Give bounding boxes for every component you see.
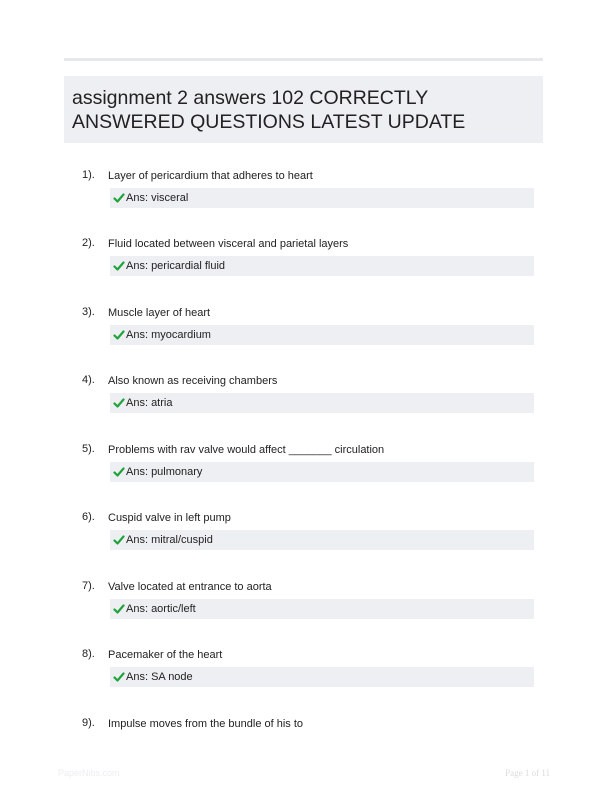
- title-banner: [64, 76, 543, 143]
- page-number: Page 1 of 11: [505, 768, 550, 778]
- question-text: Problems with rav valve would affect _______ circulation: [108, 444, 385, 456]
- question-text: Fluid located between visceral and parietal layers: [108, 238, 349, 250]
- checkmark-icon: [113, 397, 125, 409]
- answer-box: [110, 462, 534, 482]
- question-number: 5).: [82, 443, 95, 455]
- question-number: 7).: [82, 580, 95, 592]
- question-item-8: [0, 647, 606, 707]
- answer-box: [110, 599, 534, 619]
- question-number: 1).: [82, 169, 95, 181]
- question-item-7: [0, 579, 606, 639]
- answer-text: Ans: visceral: [126, 192, 189, 204]
- top-divider: [64, 58, 543, 61]
- question-item-1: [0, 168, 606, 228]
- question-item-6: [0, 510, 606, 570]
- answer-box: [110, 256, 534, 276]
- answer-box: [110, 393, 534, 413]
- question-item-2: [0, 236, 606, 296]
- answer-box: [110, 530, 534, 550]
- document-title: assignment 2 answers 102 CORRECTLY ANSWERED QUESTIONS LATEST UPDATE: [72, 87, 466, 133]
- answer-box: [110, 667, 534, 687]
- question-item-3: [0, 305, 606, 365]
- question-number: 3).: [82, 306, 95, 318]
- question-text: Muscle layer of heart: [108, 307, 211, 319]
- question-number: 8).: [82, 648, 95, 660]
- checkmark-icon: [113, 192, 125, 204]
- answer-text: Ans: aortic/left: [126, 603, 196, 615]
- question-text: Cuspid valve in left pump: [108, 512, 231, 524]
- answer-text: Ans: mitral/cuspid: [126, 534, 213, 546]
- question-number: 2).: [82, 237, 95, 249]
- answer-box: [110, 325, 534, 345]
- checkmark-icon: [113, 329, 125, 341]
- question-text: Pacemaker of the heart: [108, 649, 223, 661]
- question-number: 4).: [82, 374, 95, 386]
- answer-text: Ans: myocardium: [126, 329, 211, 341]
- question-text: Valve located at entrance to aorta: [108, 581, 272, 593]
- checkmark-icon: [113, 534, 125, 546]
- checkmark-icon: [113, 260, 125, 272]
- question-text: Also known as receiving chambers: [108, 375, 278, 387]
- question-item-5: [0, 442, 606, 502]
- question-text: Impulse moves from the bundle of his to: [108, 718, 304, 730]
- checkmark-icon: [113, 671, 125, 683]
- answer-text: Ans: pulmonary: [126, 466, 203, 478]
- answer-text: Ans: pericardial fluid: [126, 260, 226, 272]
- question-text: Layer of pericardium that adheres to heart: [108, 170, 313, 182]
- answer-text: Ans: SA node: [126, 671, 193, 683]
- question-item-9: [0, 716, 606, 776]
- answer-text: Ans: atria: [126, 397, 173, 409]
- checkmark-icon: [113, 466, 125, 478]
- answer-box: [110, 188, 534, 208]
- question-item-4: [0, 373, 606, 433]
- footer-watermark: PaperNibs.com: [58, 768, 120, 778]
- question-number: 9).: [82, 717, 95, 729]
- checkmark-icon: [113, 603, 125, 615]
- question-number: 6).: [82, 511, 95, 523]
